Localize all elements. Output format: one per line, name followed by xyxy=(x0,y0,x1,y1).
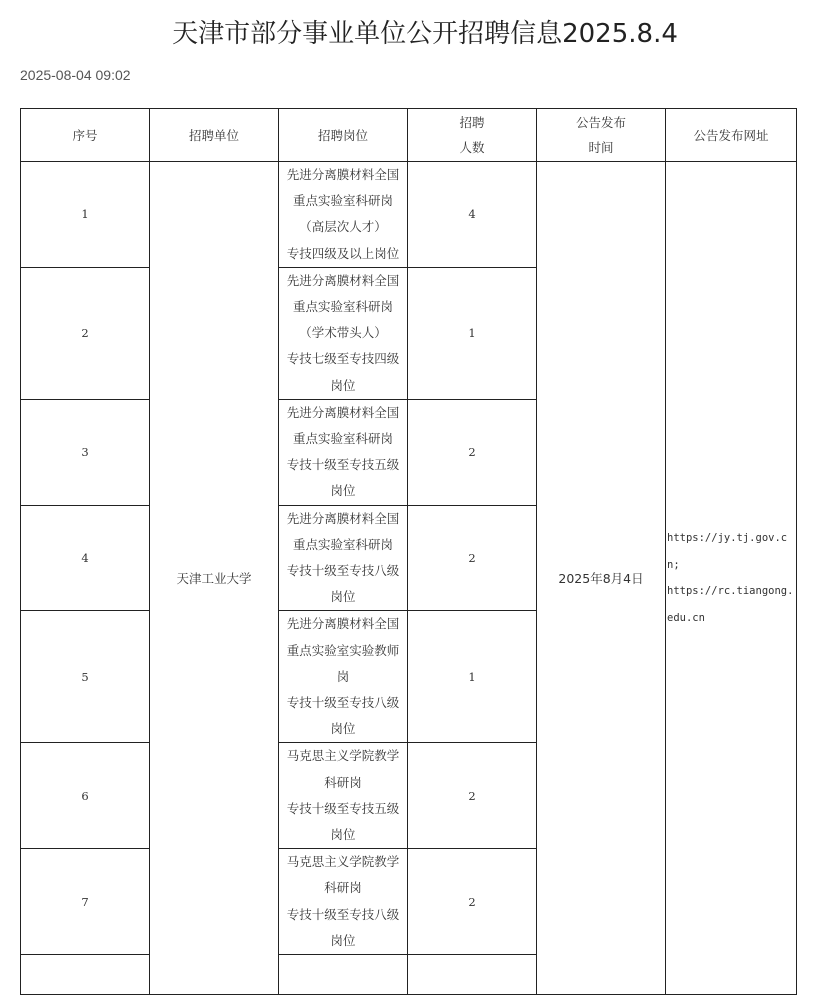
cell-position xyxy=(279,611,408,743)
position-level: 专技十级至专技八级岗位 xyxy=(286,695,400,737)
cell-publish-time: 2025年8月4日 xyxy=(537,162,666,995)
header-time-line2: 时间 xyxy=(588,140,614,155)
header-seq: 序号 xyxy=(21,109,150,162)
position-title: 先进分离膜材料全国重点实验室科研岗（高层次人才） xyxy=(286,167,400,235)
cell-count: 4 xyxy=(408,162,537,268)
position-title: 先进分离膜材料全国重点实验室科研岗 xyxy=(286,404,400,447)
cell-count xyxy=(408,955,537,995)
position-level: 专技十级至专技五级岗位 xyxy=(286,800,400,843)
cell-seq: 1 xyxy=(21,162,150,268)
cell-position xyxy=(279,267,408,399)
cell-seq: 2 xyxy=(21,267,150,399)
cell-position xyxy=(279,505,408,611)
position-title: 先进分离膜材料全国重点实验室科研岗 xyxy=(286,510,400,552)
cell-count: 2 xyxy=(408,849,537,955)
cell-count: 1 xyxy=(408,611,537,743)
header-count-line1: 招聘 xyxy=(459,115,485,130)
cell-count: 2 xyxy=(408,743,537,849)
url-link[interactable]: https://jy.tj.gov.cn; xyxy=(667,532,788,571)
header-count-line2: 人数 xyxy=(459,140,485,155)
position-title: 马克思主义学院教学科研岗 xyxy=(286,854,400,896)
position-level: 专技十级至专技八级岗位 xyxy=(286,906,400,948)
cell-count: 2 xyxy=(408,505,537,611)
cell-position xyxy=(279,955,408,995)
recruitment-table xyxy=(20,108,797,995)
cell-position xyxy=(279,162,408,268)
header-count xyxy=(408,109,537,162)
cell-url xyxy=(666,162,797,995)
cell-position xyxy=(279,743,408,849)
page-title: 天津市部分事业单位公开招聘信息2025.8.4 xyxy=(172,19,678,49)
header-position: 招聘岗位 xyxy=(279,109,408,162)
position-title: 先进分离膜材料全国重点实验室科研岗（学术带头人） xyxy=(286,272,400,341)
header-time-line1: 公告发布 xyxy=(575,115,626,130)
cell-position xyxy=(279,849,408,955)
table-row xyxy=(21,162,797,268)
cell-seq: 6 xyxy=(21,743,150,849)
position-level: 专技十级至专技五级岗位 xyxy=(286,457,400,499)
cell-seq: 3 xyxy=(21,399,150,505)
position-level: 专技十级至专技八级岗位 xyxy=(286,563,400,605)
table-header-row xyxy=(21,109,797,162)
position-level: 专技七级至专技四级岗位 xyxy=(286,351,400,393)
cell-position xyxy=(279,399,408,505)
header-unit: 招聘单位 xyxy=(150,109,279,162)
cell-seq: 5 xyxy=(21,611,150,743)
position-level: 专技四级及以上岗位 xyxy=(286,245,400,261)
cell-seq: 7 xyxy=(21,849,150,955)
cell-count: 1 xyxy=(408,267,537,399)
cell-count: 2 xyxy=(408,399,537,505)
publish-date: 2025-08-04 09:02 xyxy=(20,67,131,83)
cell-unit: 天津工业大学 xyxy=(150,162,279,995)
cell-seq xyxy=(21,955,150,995)
position-title: 马克思主义学院教学科研岗 xyxy=(286,748,400,790)
cell-seq: 4 xyxy=(21,505,150,611)
header-url: 公告发布网址 xyxy=(666,109,797,162)
position-title: 先进分离膜材料全国重点实验室实验教师岗 xyxy=(286,616,400,684)
url-link[interactable]: https://rc.tiangong.edu.cn xyxy=(667,585,794,624)
header-time xyxy=(537,109,666,162)
